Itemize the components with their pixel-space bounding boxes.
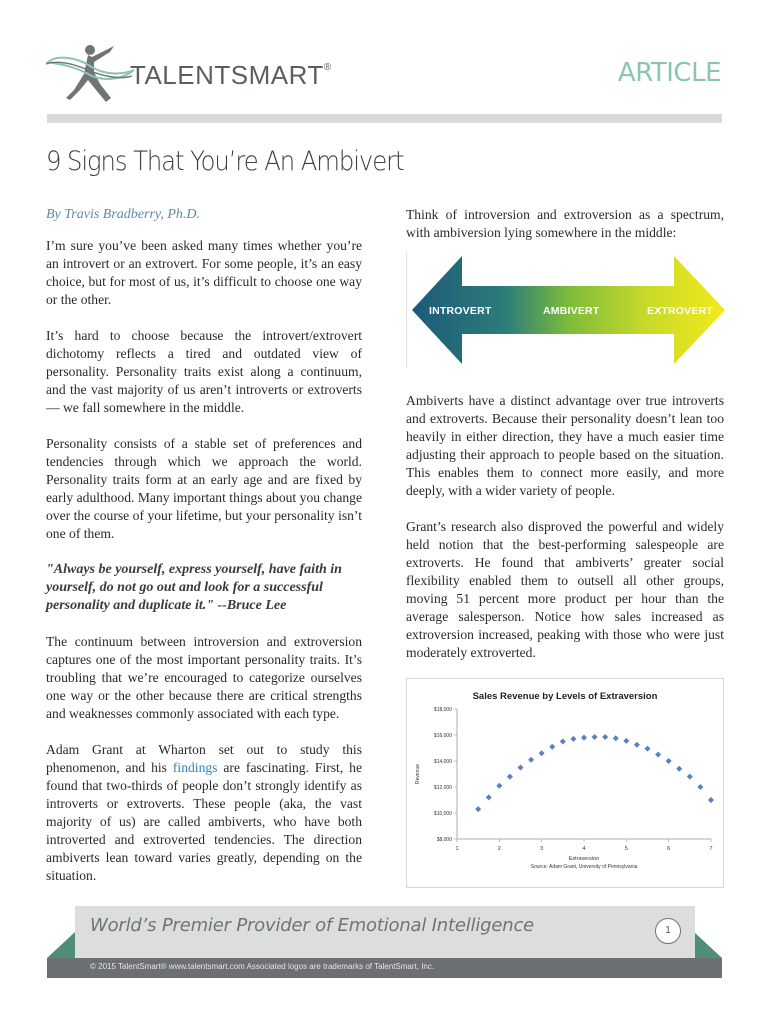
chart-title: Sales Revenue by Levels of Extraversion <box>472 691 658 702</box>
sales-chart <box>406 678 724 888</box>
data-point <box>518 765 524 771</box>
data-point <box>602 734 608 740</box>
pull-quote: "Always be yourself, express yourself, have faith in yourself, do not go out and look for a successful personality and duplicate it." --Bruce Lee <box>46 562 342 613</box>
spectrum-label-introvert: INTROVERT <box>429 305 492 317</box>
paragraph: It’s hard to choose because the introvert/extrovert dichotomy reflects a tired and outdated view of personality. Personality traits exist along a continuum, and the vast majority of us aren’t introverts or extroverts — we fall somewhere in the middle. <box>46 328 362 415</box>
data-point <box>496 783 502 789</box>
talentsmart-logo-icon <box>44 40 136 106</box>
data-point <box>666 758 672 764</box>
y-tick-label: $16,000 <box>433 733 452 739</box>
paragraph: Grant’s research also disproved the powerful and widely held notion that the best-performing salespeople are extroverts. He found that ambiverts’ greater social flexibility enabled them to outsell all other groups, moving 51 percent more product per hour than the average salesperson. Notice how sales increased as extroversion increased, peaking with those who were just moderately extroverted. <box>406 519 724 660</box>
x-tick-label: 1 <box>455 846 459 852</box>
data-point <box>676 766 682 772</box>
data-point <box>708 797 714 803</box>
footer-copyright: © 2015 TalentSmart® www.talentsmart.com Associated logos are trademarks of TalentSmart, Inc. <box>90 962 435 971</box>
spectrum-label-extrovert: EXTROVERT <box>647 305 713 317</box>
data-point <box>539 750 545 756</box>
page-number: 1 <box>655 918 681 944</box>
data-point <box>687 774 693 780</box>
left-column <box>46 206 362 903</box>
data-point <box>623 738 629 744</box>
data-point <box>581 735 587 741</box>
paragraph: Adam Grant at Wharton set out to study this phenomenon, and his findings are fascinating. First, he found that two-thirds of people don’t strongly identify as introverts or extroverts. These people (aka, the vast majority of us) are called ambiverts, who have both introverted and extroverted tendencies. The direction ambiverts lean toward varies greatly, depending on the situation. <box>46 742 362 883</box>
y-tick-label: $18,000 <box>433 707 452 713</box>
paragraph: The continuum between introversion and extroversion captures one of the most important personality traits. It’s troubling that we’re encouraged to categorize ourselves one way or the other because there are critical strengths and weaknesses commonly associated with each type. <box>46 634 362 721</box>
data-point <box>570 736 576 742</box>
chart-plot <box>407 679 725 889</box>
data-point <box>645 746 651 752</box>
x-tick-label: 6 <box>667 846 671 852</box>
data-point <box>549 744 555 750</box>
findings-link[interactable]: findings <box>172 760 218 775</box>
y-tick-label: $8,000 <box>436 837 452 843</box>
brand-name: TALENTSMART® <box>130 60 332 90</box>
data-point <box>613 735 619 741</box>
y-tick-label: $12,000 <box>433 785 452 791</box>
chart-source: Source: Adam Grant, University of Pennsylvania <box>530 864 638 870</box>
article-title: 9 Signs That You’re An Ambivert <box>46 146 404 177</box>
data-point <box>634 742 640 748</box>
article-label: ARTICLE <box>617 58 721 88</box>
data-point <box>592 734 598 740</box>
data-point <box>475 806 481 812</box>
paragraph: Personality consists of a stable set of preferences and tendencies through which we approach the world. Personality traits form at an early age and are fixed by early adulthood. Many important things about you change over the course of your lifetime, but your personality isn’t one of them. <box>46 436 362 541</box>
spectrum-figure <box>406 252 724 368</box>
spectrum-label-ambivert: AMBIVERT <box>543 305 600 317</box>
data-point <box>655 752 661 758</box>
data-point <box>507 774 513 780</box>
data-point <box>528 757 534 763</box>
paragraph: Think of introversion and extroversion as a spectrum, with ambiversion lying somewhere in the middle: <box>406 207 724 240</box>
x-tick-label: 5 <box>624 846 628 852</box>
data-point <box>697 784 703 790</box>
paragraph: Ambiverts have a distinct advantage over true introverts and extroverts. Because their personality doesn’t lean too heavily in either direction, they have a much easier time adjusting their approach to people based on the situation. This enables them to connect more easily, and more deeply, with a wider variety of people. <box>406 393 724 498</box>
y-axis-label: Revenue <box>415 763 421 785</box>
footer-tagline: World’s Premier Provider of Emotional Intelligence <box>90 915 535 936</box>
right-column <box>406 206 724 888</box>
x-tick-label: 4 <box>582 846 586 852</box>
data-point <box>560 739 566 745</box>
x-tick-label: 7 <box>709 846 713 852</box>
x-tick-label: 2 <box>497 846 501 852</box>
page-header <box>0 0 768 112</box>
header-divider <box>47 114 722 123</box>
x-tick-label: 3 <box>540 846 544 852</box>
paragraph: I’m sure you’ve been asked many times whether you’re an introvert or an extrovert. For some people, it’s an easy choice, but for most of us, it’s difficult to choose one way or the other. <box>46 238 362 307</box>
byline: By Travis Bradberry, Ph.D. <box>46 207 200 222</box>
y-tick-label: $10,000 <box>433 811 452 817</box>
data-point <box>486 794 492 800</box>
x-axis-label: Extraversion <box>568 856 600 862</box>
y-tick-label: $14,000 <box>433 759 452 765</box>
